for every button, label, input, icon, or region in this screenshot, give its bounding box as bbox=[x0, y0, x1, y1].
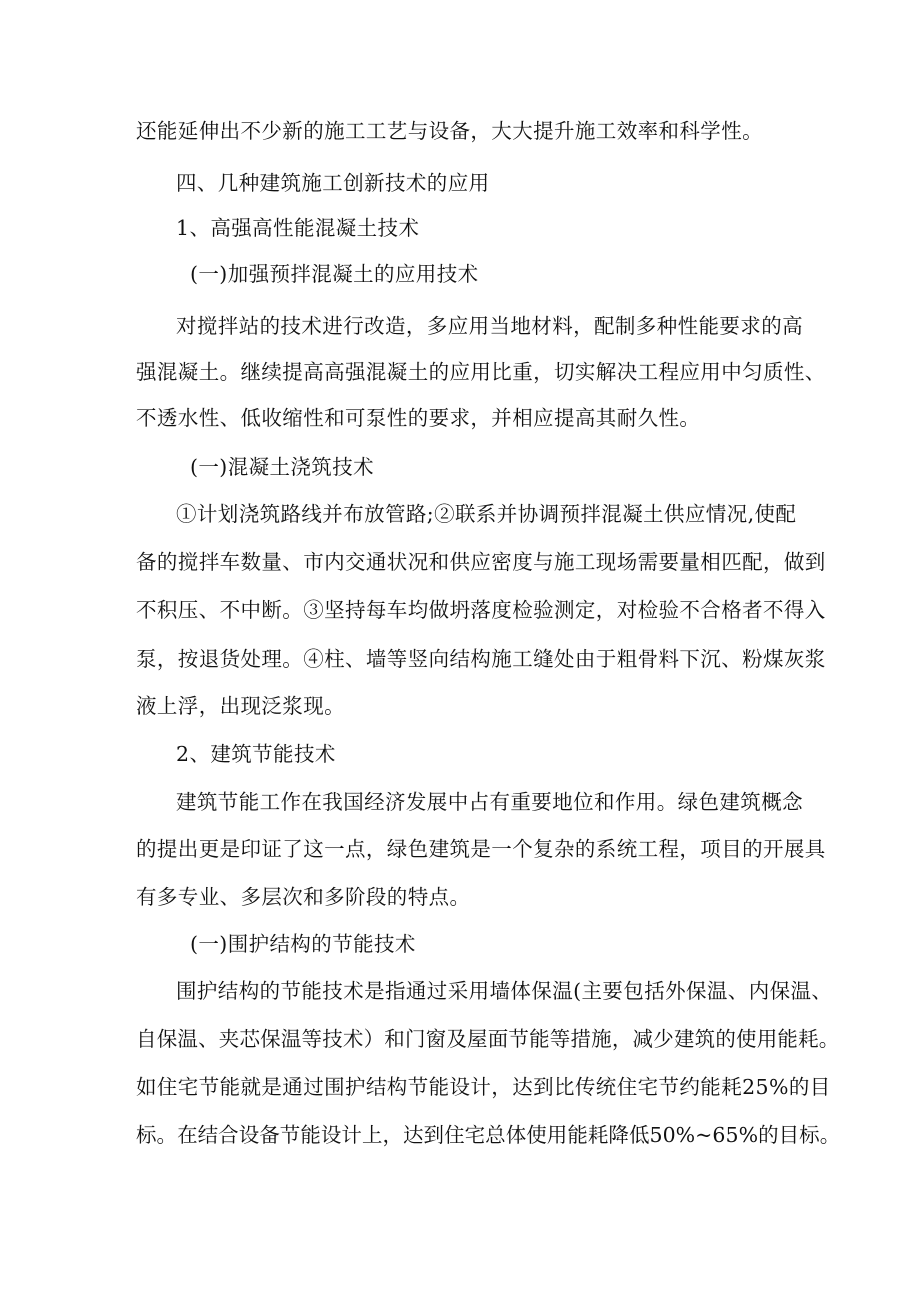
body-text-line: 自保温、夹芯保温等技术）和门窗及屋面节能等措施，减少建筑的使用能耗。 bbox=[136, 1027, 840, 1051]
body-text-line: ①计划浇筑路线并布放管路;②联系并协调预拌混凝土供应情况,使配 bbox=[176, 502, 797, 526]
body-text-line: 泵，按退货处理。④柱、墙等竖向结构施工缝处由于粗骨料下沉、粉煤灰浆 bbox=[136, 647, 826, 671]
body-text-line: 如住宅节能就是通过围护结构节能设计，达到比传统住宅节约能耗25%的目 bbox=[136, 1075, 831, 1099]
subheading: (一)围护结构的节能技术 bbox=[190, 932, 416, 956]
subheading: (一)混凝土浇筑技术 bbox=[190, 455, 374, 479]
body-text-line: 强混凝土。继续提高高强混凝土的应用比重，切实解决工程应用中匀质性、 bbox=[136, 360, 826, 384]
body-text-line: 不透水性、低收缩性和可泵性的要求，并相应提高其耐久性。 bbox=[136, 406, 701, 430]
body-text-line: 标。在结合设备节能设计上，达到住宅总体使用能耗降低50%~65%的目标。 bbox=[136, 1123, 841, 1147]
body-text-line: 还能延伸出不少新的施工工艺与设备，大大提升施工效率和科学性。 bbox=[136, 119, 763, 143]
body-text-line: 不积压、不中断。③坚持每车均做坍落度检验测定，对检验不合格者不得入 bbox=[136, 598, 826, 622]
subheading: (一)加强预拌混凝土的应用技术 bbox=[190, 262, 479, 286]
body-text-line: 围护结构的节能技术是指通过采用墙体保温(主要包括外保温、内保温、 bbox=[176, 979, 833, 1003]
body-text-line: 建筑节能工作在我国经济发展中占有重要地位和作用。绿色建筑概念 bbox=[176, 790, 803, 814]
section-heading: 四、几种建筑施工创新技术的应用 bbox=[176, 171, 490, 195]
body-text-line: 的提出更是印证了这一点，绿色建筑是一个复杂的系统工程，项目的开展具 bbox=[136, 837, 826, 861]
subsection-heading: 2、建筑节能技术 bbox=[176, 742, 336, 766]
body-text-line: 液上浮，出现泛浆现。 bbox=[136, 694, 345, 718]
body-text-line: 对搅拌站的技术进行改造，多应用当地材料，配制多种性能要求的高 bbox=[176, 314, 803, 338]
body-text-line: 有多专业、多层次和多阶段的特点。 bbox=[136, 885, 471, 909]
body-text-line: 备的搅拌车数量、市内交通状况和供应密度与施工现场需要量相匹配，做到 bbox=[136, 550, 826, 574]
subsection-heading: 1、高强高性能混凝土技术 bbox=[176, 216, 420, 240]
